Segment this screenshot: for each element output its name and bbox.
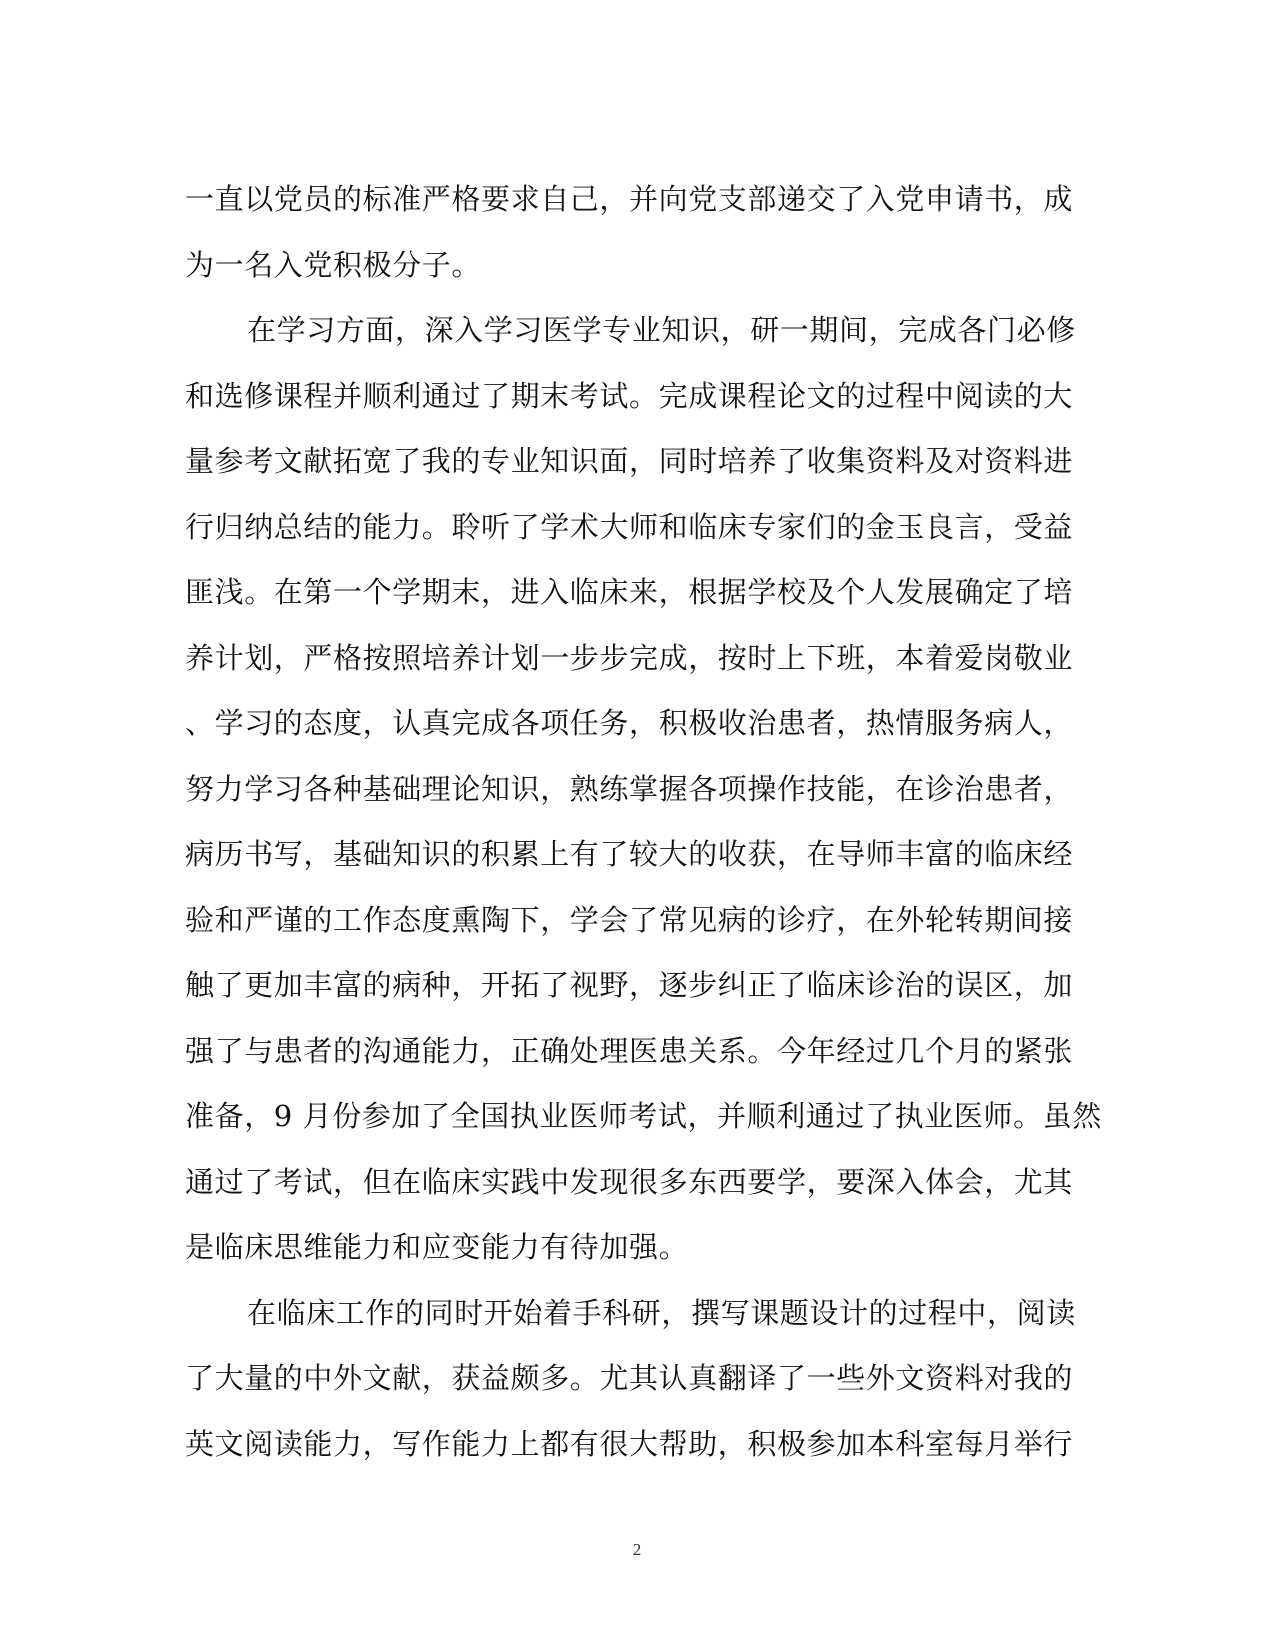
text-line: 行归纳总结的能力。聆听了学术大师和临床专家们的金玉良言，受益	[185, 509, 1074, 544]
text-line: 量参考文献拓宽了我的专业知识面，同时培养了收集资料及对资料进	[185, 444, 1074, 478]
text-line: 是临床思维能力和应变能力有待加强。	[185, 1230, 689, 1264]
text-line: 养计划，严格按照培养计划一步步完成，按时上下班，本着爱岗敬业	[185, 640, 1074, 675]
text-line: 了大量的中外文献，获益颇多。尤其认真翻译了一些外文资料对我的	[185, 1361, 1074, 1395]
text-line: 努力学习各种基础理论知识，熟练掌握各项操作技能，在诊治患者，	[185, 771, 1074, 806]
text-line: 在学习方面，深入学习医学专业知识，研一期间，完成各门必修	[247, 313, 1076, 347]
text-line: 通过了考试，但在临床实践中发现很多东西要学，要深入体会，尤其	[185, 1164, 1074, 1199]
text-line: 准备，9 月份参加了全国执业医师考试，并顺利通过了执业医师。虽然	[185, 1099, 1102, 1133]
text-line: 英文阅读能力，写作能力上都有很大帮助，积极参加本科室每月举行	[185, 1426, 1074, 1461]
text-line: 强了与患者的沟通能力，正确处理医患关系。今年经过几个月的紧张	[185, 1033, 1074, 1068]
text-line: 匪浅。在第一个学期末，进入临床来，根据学校及个人发展确定了培	[185, 575, 1074, 609]
page-number: 2	[632, 1540, 642, 1559]
text-line: 、学习的态度，认真完成各项任务，积极收治患者，热情服务病人，	[185, 706, 1074, 740]
text-line: 触了更加丰富的病种，开拓了视野，逐步纠正了临床诊治的误区，加	[185, 968, 1074, 1002]
text-line: 病历书写，基础知识的积累上有了较大的收获，在导师丰富的临床经	[185, 837, 1074, 871]
document-body	[185, 167, 1102, 1477]
text-line: 在临床工作的同时开始着手科研，撰写课题设计的过程中，阅读	[247, 1295, 1076, 1330]
text-line: 验和严谨的工作态度熏陶下，学会了常见病的诊疗，在外轮转期间接	[185, 902, 1074, 937]
text-line: 为一名入党积极分子。	[185, 247, 482, 282]
text-line: 和选修课程并顺利通过了期末考试。完成课程论文的过程中阅读的大	[185, 378, 1074, 413]
text-line: 一直以党员的标准严格要求自己，并向党支部递交了入党申请书，成	[185, 182, 1074, 216]
